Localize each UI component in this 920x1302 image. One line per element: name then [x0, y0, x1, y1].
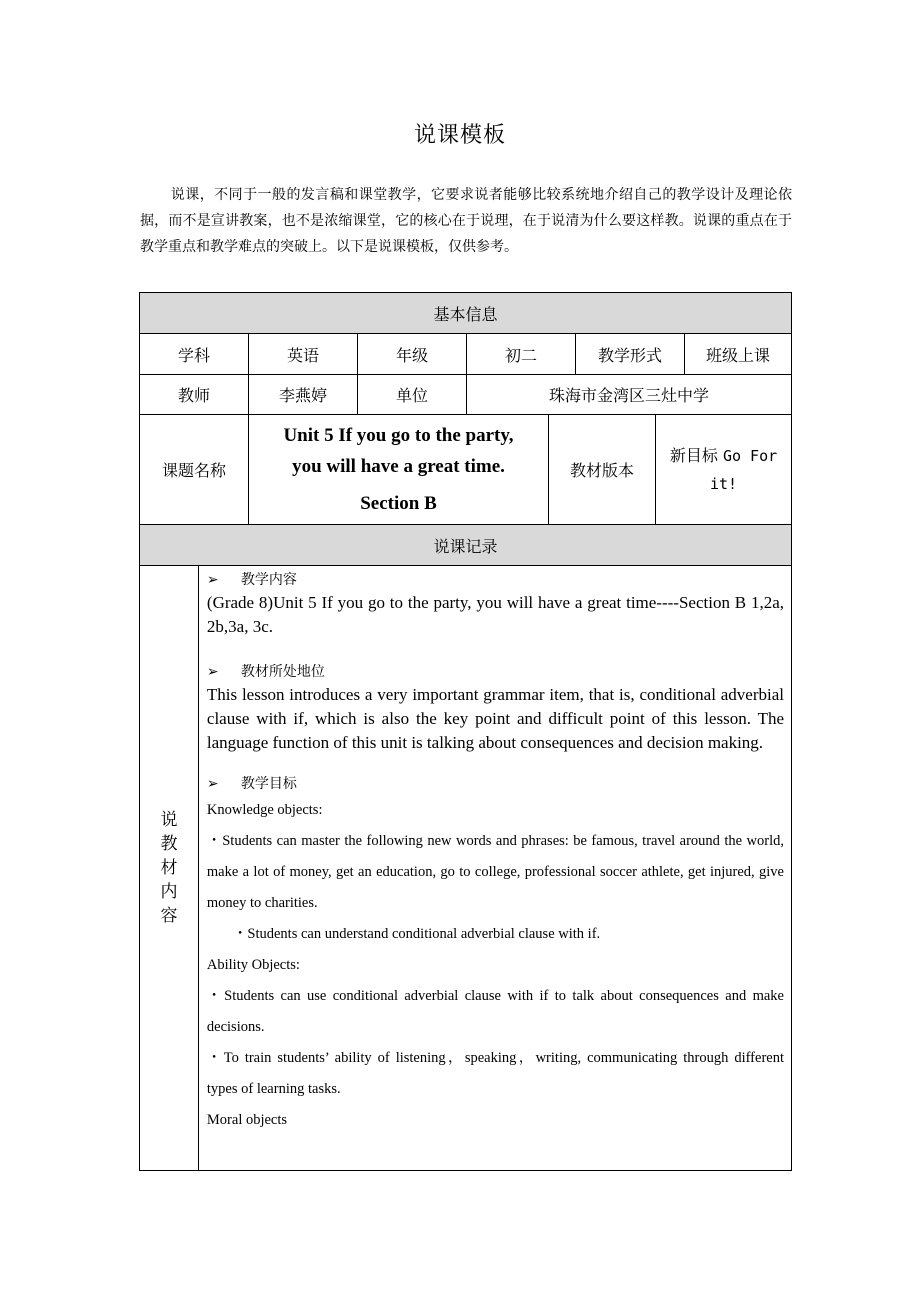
topic-line-1: Unit 5 If you go to the party, [283, 425, 514, 446]
heading-text: 教学内容 [240, 572, 297, 588]
topic-value [249, 415, 549, 524]
version-value [656, 415, 792, 524]
topic-line-3: Section B [360, 493, 437, 514]
position-paragraph: This lesson introduces a very important grammar item, that is, conditional adverbial clause with if, which is also the key point and difficult point of this lesson. The language function of this unit is talking about consequences and decision making. [206, 685, 784, 752]
side-char: 材 [160, 858, 178, 878]
heading-text: 教学目标 [240, 776, 297, 792]
intro-text: 说课，不同于一般的发言稿和课堂教学，它要求说者能够比较系统地介绍自己的教学设计及理论依据，而不是宣讲教案，也不是浓缩课堂，它的核心在于说理，在于说清为什么要这样教。说课的重点在于教学重点和教学难点的突破上。以下是说课模板，仅供参考。 [140, 187, 792, 255]
side-label [140, 566, 199, 1170]
topic-line-2: you will have a great time. [292, 456, 505, 477]
section-heading-position [207, 661, 784, 683]
heading-text: 教材所处地位 [240, 664, 325, 680]
section-heading-objectives [207, 773, 784, 795]
knowledge-item-2: ・Students can understand conditional adverbial clause with if. [232, 926, 601, 942]
teacher-row [139, 374, 792, 414]
grade-value: 初二 [467, 334, 576, 374]
unit-value: 珠海市金湾区三灶中学 [467, 375, 792, 414]
intro-paragraph [140, 182, 792, 260]
content-row [139, 565, 792, 1171]
ability-heading: Ability Objects: [206, 957, 300, 973]
side-char: 容 [160, 906, 178, 926]
subject-value: 英语 [249, 334, 358, 374]
moral-heading: Moral objects [206, 1112, 288, 1128]
page-title: 说课模板 [413, 123, 506, 148]
unit-label: 单位 [358, 375, 467, 414]
side-char: 教 [160, 834, 178, 854]
knowledge-heading: Knowledge objects: [206, 802, 323, 818]
arrow-icon: ➢ [206, 664, 219, 680]
lesson-table [139, 292, 792, 1171]
record-header: 说课记录 [140, 525, 792, 565]
basic-info-header-row [139, 292, 792, 333]
teacher-value: 李燕婷 [249, 375, 358, 414]
version-value-cn: 新目标 [669, 445, 718, 465]
version-label: 教材版本 [549, 415, 656, 524]
content-paragraph: (Grade 8)Unit 5 If you go to the party, you will have a great time----Section B 1,2a, 2b,3a, 3c. [206, 593, 784, 636]
form-value: 班级上课 [685, 334, 792, 374]
content-cell [199, 566, 792, 1170]
arrow-icon: ➢ [206, 572, 219, 588]
grade-label: 年级 [358, 334, 467, 374]
knowledge-item-1: ・Students can master the following new words and phrases: be famous, travel around the world, make a lot of money, get an education, go to college, professional soccer athlete, get injured, give money to charities. [206, 833, 784, 911]
side-char: 说 [160, 810, 178, 830]
side-char: 内 [160, 882, 178, 902]
ability-item-2: ・To train students’ ability of listening，speaking，writing, communicating through different types of learning tasks. [206, 1050, 784, 1097]
teacher-label: 教师 [140, 375, 249, 414]
form-label: 教学形式 [576, 334, 685, 374]
arrow-icon: ➢ [206, 776, 219, 792]
record-header-row [139, 524, 792, 565]
subject-label: 学科 [140, 334, 249, 374]
version-value-en: Go For it! [709, 446, 778, 493]
topic-row [139, 414, 792, 524]
topic-label: 课题名称 [140, 415, 249, 524]
basic-info-header: 基本信息 [140, 293, 792, 333]
subject-row [139, 333, 792, 374]
section-heading-content [207, 569, 784, 591]
ability-item-1: ・Students can use conditional adverbial clause with if to talk about consequences and make decisions. [206, 988, 784, 1035]
